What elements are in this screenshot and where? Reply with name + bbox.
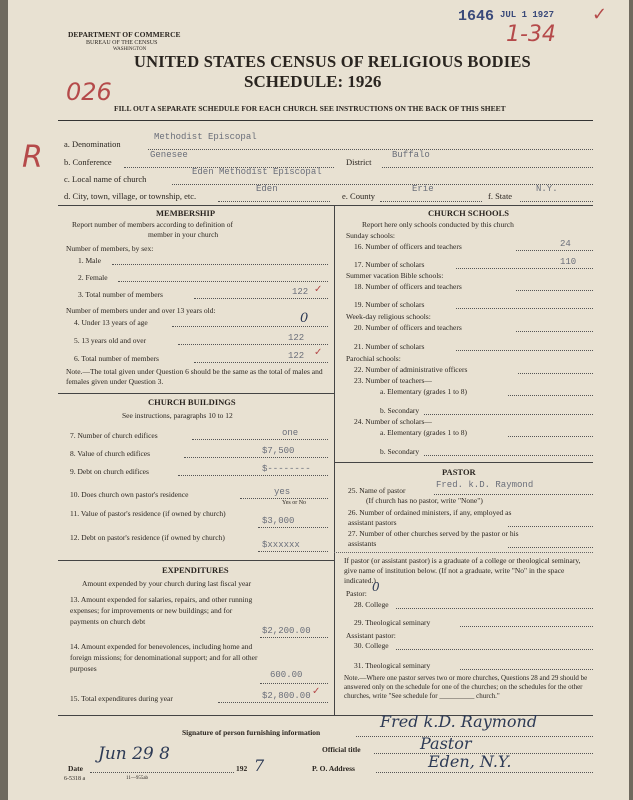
q24a-line — [508, 436, 593, 437]
conference-label: b. Conference — [64, 157, 112, 167]
bureau-label: BUREAU OF THE CENSUS — [86, 40, 158, 46]
header-rule — [58, 120, 593, 121]
district-value: Buffalo — [392, 150, 430, 160]
members-by-age-label: Number of members under and over 13 years old: — [66, 306, 216, 315]
county-value: Erie — [412, 184, 434, 194]
members-by-sex-label: Number of members, by sex: — [66, 244, 154, 253]
q22-label: 22. Number of administrative officers — [354, 365, 468, 374]
weekday-schools-label: Week-day religious schools: — [346, 312, 431, 321]
q13-value: $2,200.00 — [262, 626, 311, 636]
year-printed: 192 — [236, 764, 248, 773]
po-address-value: Eden, N.Y. — [428, 752, 512, 771]
q15-value: $2,800.00 — [262, 691, 311, 701]
q15-check-icon: ✓ — [312, 686, 321, 697]
column-divider — [334, 205, 335, 715]
parochial-schools-label: Parochial schools: — [346, 354, 401, 363]
denomination-value: Methodist Episcopal — [154, 132, 257, 142]
q7-value: one — [282, 428, 299, 438]
q31-label: 31. Theological seminary — [354, 661, 431, 670]
district-line — [382, 167, 593, 168]
q11-label: 11. Value of pastor's residence (if owned by church) — [70, 509, 226, 518]
membership-title: MEMBERSHIP — [156, 208, 216, 218]
q18-line — [516, 290, 593, 291]
q29-label: 29. Theological seminary — [354, 618, 431, 627]
q1-line — [112, 264, 328, 265]
q30-label: 30. College — [354, 641, 389, 650]
q20-label: 20. Number of officers and teachers — [354, 323, 462, 332]
q17-label: 17. Number of scholars — [354, 260, 425, 269]
q20-line — [516, 331, 593, 332]
q23b-line — [424, 414, 593, 415]
q9-value: $-------- — [262, 464, 311, 474]
q21-line — [456, 350, 593, 351]
q26-label: 26. Number of ordained ministers, if any, employed as assistant pastors — [348, 508, 512, 527]
official-title-value: Pastor — [420, 734, 472, 753]
q11-value: $3,000 — [262, 516, 295, 526]
q6-value: 122 — [288, 351, 305, 361]
q4-value: 0 — [300, 311, 309, 326]
local-name-value: Eden Methodist Episcopal — [192, 167, 322, 177]
print-code: 11—955ab — [126, 776, 149, 781]
city-town-label: d. City, town, village, or township, etc. — [64, 191, 197, 201]
q10-label: 10. Does church own pastor's residence — [70, 490, 189, 499]
q6-line — [194, 362, 328, 363]
graduate-note: If pastor (or assistant pastor) is a graduate of a college or theological seminary, give name of institution below. (If not a graduate, write "No" in the space indicated.) — [344, 556, 581, 585]
denomination-line — [148, 149, 593, 150]
signature-label: Signature of person furnishing information — [182, 728, 321, 737]
stamp-number: 1646 — [458, 8, 495, 25]
q25-subtext: (If church has no pastor, write "None") — [366, 496, 483, 505]
check-mark-icon: ✓ — [592, 4, 608, 25]
q19-line — [456, 308, 593, 309]
q7-line — [192, 439, 328, 440]
state-label: f. State — [488, 191, 513, 201]
q9-label: 9. Debt on church edifices — [70, 467, 149, 476]
q21-label: 21. Number of scholars — [354, 342, 425, 351]
yes-no-hint: Yes or No — [282, 500, 307, 506]
official-title-label: Official title — [322, 745, 361, 754]
q30-line — [396, 649, 593, 650]
q5-line — [178, 344, 328, 345]
date-value: Jun 29 8 — [98, 744, 170, 764]
q16-line — [516, 250, 593, 251]
schools-title: CHURCH SCHOOLS — [428, 208, 509, 218]
q10-line — [240, 498, 328, 499]
q9-line — [178, 475, 328, 476]
q19-label: 19. Number of scholars — [354, 300, 425, 309]
form-title: UNITED STATES CENSUS OF RELIGIOUS BODIES — [134, 52, 531, 71]
q24a-label: a. Elementary (grades 1 to 8) — [380, 428, 468, 437]
q16-label: 16. Number of officers and teachers — [354, 242, 462, 251]
q15-label: 15. Total expenditures during year — [70, 694, 173, 703]
q2-label: 2. Female — [78, 273, 108, 282]
q1-label: 1. Male — [78, 256, 101, 265]
q14-label: 14. Amount expended for benevolences, including home and foreign missions; for denominational support; and for all other purposes — [70, 642, 258, 673]
expenditures-subtitle: Amount expended by your church during last fiscal year — [82, 579, 252, 588]
schools-rule — [334, 462, 593, 463]
form-number: 6-5318 a — [64, 776, 86, 782]
q8-label: 8. Value of church edifices — [70, 449, 151, 458]
membership-rule — [58, 393, 334, 394]
buildings-rule — [58, 560, 334, 561]
q28-line — [396, 608, 593, 609]
membership-intro-2: member in your church — [148, 230, 219, 239]
department-label: DEPARTMENT OF COMMERCE — [68, 30, 181, 39]
q22-line — [518, 373, 593, 374]
q8-value: $7,500 — [262, 446, 295, 456]
q12-value: $xxxxxx — [262, 540, 300, 550]
district-label: District — [346, 157, 372, 167]
pastor-sub-rule — [334, 552, 593, 553]
q4-label: 4. Under 13 years of age — [74, 318, 148, 327]
q16-value: 24 — [560, 239, 571, 249]
denomination-label: a. Denomination — [64, 139, 121, 149]
signature-value: Fred k.D. Raymond — [380, 712, 538, 731]
po-address-label: P. O. Address — [312, 764, 355, 773]
q5-value: 122 — [288, 333, 305, 343]
q27-label: 27. Number of other churches served by the pastor or his assistants — [348, 529, 519, 548]
county-label: e. County — [342, 191, 376, 201]
q6-check-icon: ✓ — [314, 347, 323, 358]
q3-label: 3. Total number of members — [78, 290, 163, 299]
q5-label: 5. 13 years old and over — [74, 336, 147, 345]
pastor-mark: 0 — [372, 580, 380, 594]
local-name-label: c. Local name of church — [64, 174, 147, 184]
q23a-label: a. Elementary (grades 1 to 8) — [380, 387, 468, 396]
signature-line — [356, 736, 593, 737]
q13-label: 13. Amount expended for salaries, repairs, and other running expenses; for improvements or new buildings; and for payments on church debt — [70, 595, 253, 626]
q28-label: 28. College — [354, 600, 389, 609]
q31-line — [460, 669, 593, 670]
expenditures-title: EXPENDITURES — [162, 565, 229, 575]
red-code: 026 — [66, 78, 112, 106]
q23b-label: b. Secondary — [380, 406, 420, 415]
margin-mark: R — [22, 140, 43, 175]
summer-schools-label: Summer vacation Bible schools: — [346, 271, 444, 280]
q17-value: 110 — [560, 257, 577, 267]
identity-rule — [58, 205, 593, 206]
q12-line — [258, 551, 328, 552]
city-label: WASHINGTON — [113, 47, 147, 52]
q10-value: yes — [274, 487, 291, 497]
date-label: Date — [68, 764, 83, 773]
q25-value: Fred. k.D. Raymond — [436, 480, 534, 490]
q7-label: 7. Number of church edifices — [70, 431, 158, 440]
q12-label: 12. Debt on pastor's residence (if owned by church) — [70, 533, 225, 542]
local-name-line — [172, 184, 593, 185]
q8-line — [184, 457, 328, 458]
q25-label: 25. Name of pastor — [348, 486, 406, 495]
membership-intro-1: Report number of members according to definition of — [72, 220, 233, 229]
q13-line — [260, 637, 328, 638]
census-schedule-sheet — [8, 0, 629, 800]
schedule-title: SCHEDULE: 1926 — [244, 72, 382, 91]
sunday-schools-label: Sunday schools: — [346, 231, 395, 240]
q18-label: 18. Number of officers and teachers — [354, 282, 462, 291]
buildings-subtitle: See instructions, paragraphs 10 to 12 — [122, 411, 233, 420]
conference-value: Genesee — [150, 150, 188, 160]
state-value: N.Y. — [536, 184, 558, 194]
q6-label: 6. Total number of members — [74, 354, 159, 363]
handwritten-code: 1-34 — [506, 22, 556, 47]
q24-label: 24. Number of scholars— — [354, 417, 432, 426]
instruction-line: FILL OUT A SEPARATE SCHEDULE FOR EACH CHURCH. SEE INSTRUCTIONS ON THE BACK OF THIS SHEET — [114, 104, 506, 113]
q3-value: 122 — [292, 287, 309, 297]
q17-line — [456, 268, 593, 269]
buildings-title: CHURCH BUILDINGS — [148, 397, 236, 407]
schools-intro: Report here only schools conducted by this church — [362, 220, 514, 229]
q26-line — [508, 526, 593, 527]
state-line — [520, 201, 593, 202]
q15-line — [218, 702, 328, 703]
year-value: 7 — [254, 756, 265, 775]
q4-line — [172, 326, 328, 327]
county-line — [380, 201, 482, 202]
q27-line — [508, 547, 593, 548]
q24b-line — [424, 455, 593, 456]
pastor-title: PASTOR — [442, 467, 476, 477]
city-town-line — [218, 201, 330, 202]
q29-line — [460, 626, 593, 627]
stamp-date: JUL 1 1927 — [500, 10, 555, 20]
city-town-value: Eden — [256, 184, 278, 194]
pastor-note: Note.—Where one pastor serves two or more churches, Questions 28 and 29 should be answered only on the schedule for one of the churches; on the schedules for the other churches, write "See schedule for __________ church." — [344, 674, 588, 700]
q23a-line — [508, 395, 593, 396]
q3-line — [194, 298, 328, 299]
q11-line — [258, 527, 328, 528]
q3-check-icon: ✓ — [314, 284, 323, 295]
q24b-label: b. Secondary — [380, 447, 420, 456]
q23-label: 23. Number of teachers— — [354, 376, 432, 385]
q14-line — [260, 683, 328, 684]
date-line — [90, 772, 234, 773]
pastor-subsection-label: Pastor: — [346, 589, 367, 598]
q25-line — [434, 494, 593, 495]
q2-line — [118, 281, 328, 282]
q14-value: 600.00 — [270, 670, 303, 680]
po-address-line — [376, 772, 593, 773]
assistant-pastor-label: Assistant pastor: — [346, 631, 396, 640]
membership-note: Note.—The total given under Question 6 should be the same as the total of males and females given under Question 3. — [66, 367, 323, 386]
